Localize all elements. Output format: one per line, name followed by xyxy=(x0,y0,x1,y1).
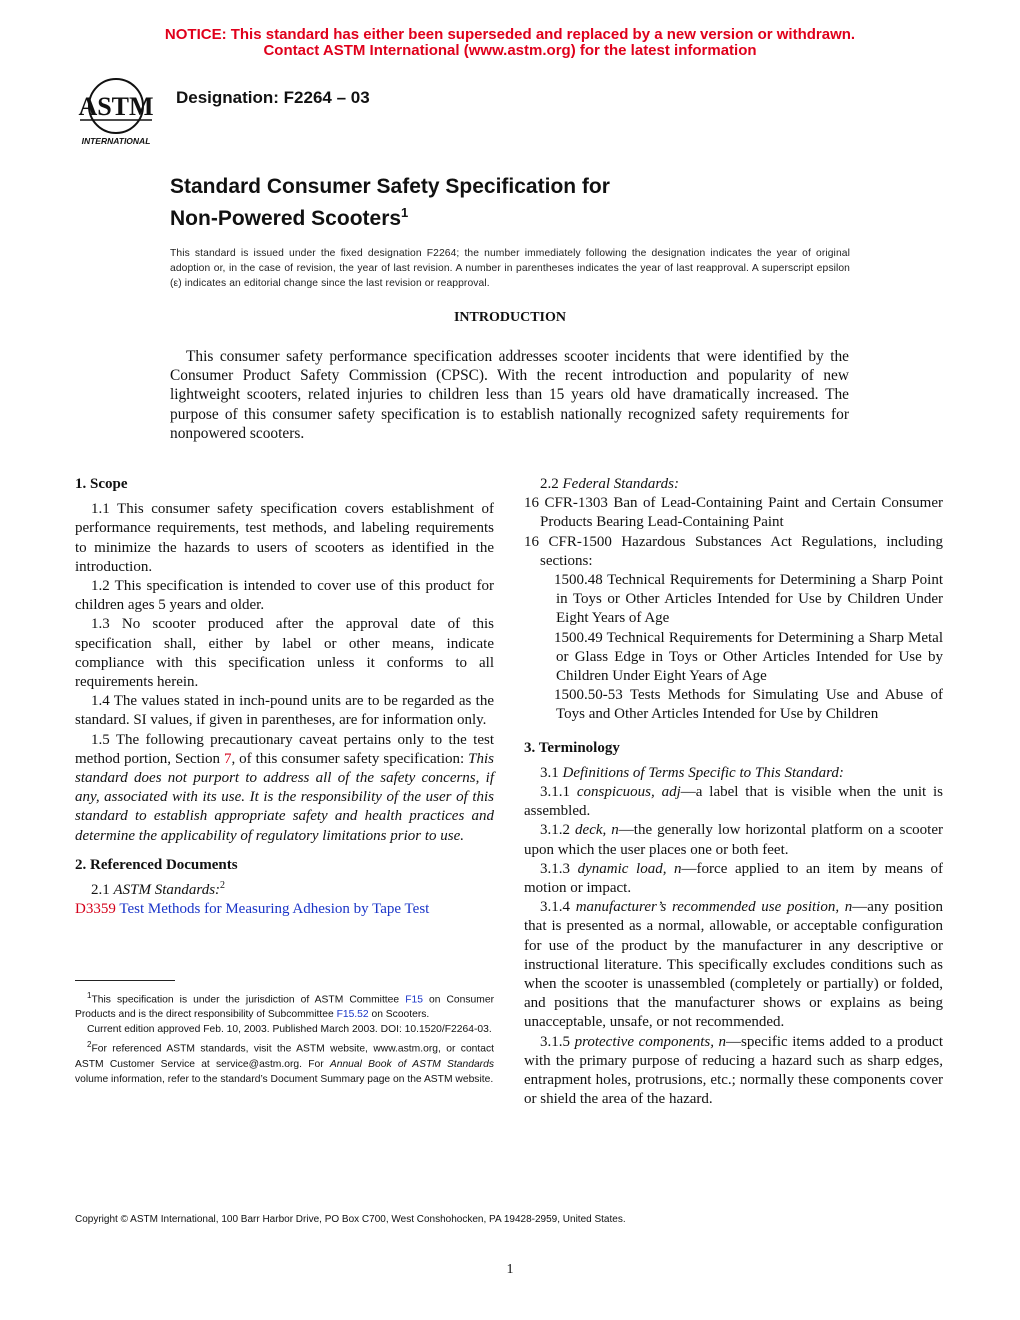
footnote-2-italic: Annual Book of ASTM Standards xyxy=(329,1058,494,1070)
committee-f15-link[interactable]: F15 xyxy=(405,994,423,1006)
scope-1-5-caveat: This standard does not purport to address all of the safety concerns, if any, associated with its use. It is the responsibility of the user of this standard to establish appropriate safety and health practices and determine the applicability of regulatory limitations prior to use. xyxy=(75,750,494,844)
term-3-1-5-num: 3.1.5 xyxy=(540,1033,575,1050)
term-3-1-5 xyxy=(524,1033,943,1110)
term-3-1-3-num: 3.1.3 xyxy=(540,860,578,877)
term-3-1-1-term: conspicuous, adj xyxy=(576,784,681,801)
ref-2-2-label: Federal Standards: xyxy=(562,476,680,492)
footnote-1-marker: 1 xyxy=(87,991,92,1000)
referenced-documents-heading: 2. Referenced Documents xyxy=(75,856,238,873)
ref-cfr-1303: 16 CFR-1303 Ban of Lead-Containing Paint and Certain Consumer Products Bearing Lead-Containing Paint xyxy=(524,495,943,531)
footnote-rule xyxy=(75,980,175,981)
term-3-1-2 xyxy=(524,821,943,859)
term-3-1-2-num: 3.1.2 xyxy=(540,822,576,839)
ref-2-1-num: 2.1 xyxy=(91,882,114,899)
term-3-1-4 xyxy=(524,898,943,1032)
issued-statement: This standard is issued under the fixed designation F2264; the number immediately following the designation indicates the year of original adoption or, in the case of revision, the year of last revision. A number in parentheses indicates the year of last reapproval. A superscript epsilon (ε) indicates an editorial change since the last revision or reapproval. xyxy=(170,248,850,289)
footnote-2-ref[interactable]: 2 xyxy=(220,880,226,892)
ref-2-2 xyxy=(524,475,943,494)
term-3-1-2-def: —the generally low horizontal platform on a scooter upon which the user places one or both feet. xyxy=(524,822,943,858)
logo-letters: ASTM xyxy=(78,92,154,121)
term-3-1-1-num: 3.1.1 xyxy=(540,784,577,801)
scope-1-2: 1.2 This specification is intended to cover use of this product for children ages 5 years and older. xyxy=(75,578,494,614)
term-3-1-4-term: manufacturer’s recommended use position, n xyxy=(575,899,853,916)
term-3-1-1 xyxy=(524,783,943,821)
introduction-text: This consumer safety performance specification addresses scooter incidents that were identified by the Consumer Product Safety Commission (CPSC). With the recent introduction and popularity of new lightweight scooters, related injuries to children less than 15 years old have dramatically increased. The purpose of this consumer safety specification is to establish nationally recognized safety requirements for nonpowered scooters. xyxy=(170,348,849,442)
term-3-1-2-term: deck, n xyxy=(575,822,619,839)
section-7-link[interactable]: 7 xyxy=(223,750,232,767)
footnote-2-text-a: For referenced ASTM standards, visit the ASTM website, www.astm.org, or contact ASTM Customer Service at service@astm.org. For xyxy=(75,1043,494,1070)
notice-line-2: Contact ASTM International (www.astm.org) for the latest information xyxy=(263,42,757,59)
ref-2-2-num: 2.2 xyxy=(540,476,563,492)
term-3-1-label: Definitions of Terms Specific to This Standard: xyxy=(562,764,844,781)
term-3-1-num: 3.1 xyxy=(540,764,563,781)
scope-heading: 1. Scope xyxy=(75,476,128,492)
subcommittee-f15-52-link[interactable]: F15.52 xyxy=(336,1009,369,1021)
astm-logo xyxy=(74,76,164,150)
copyright: Copyright © ASTM International, 100 Barr Harbor Drive, PO Box C700, West Conshohocken, PA 19428-2959, United States. xyxy=(75,1214,626,1225)
left-column xyxy=(75,475,494,919)
terminology-heading: 3. Terminology xyxy=(524,739,620,756)
footnote-1-text-c: on Scooters. xyxy=(368,1009,430,1021)
title-footnote-ref[interactable]: 1 xyxy=(401,205,409,220)
right-column xyxy=(524,475,943,1110)
term-3-1-3 xyxy=(524,860,943,898)
ref-1500-49: 1500.49 Technical Requirements for Determining a Sharp Metal or Glass Edge in Toys or Other Articles Intended for Use by Children Under Eight Years of Age xyxy=(554,629,943,685)
scope-1-5-text-b: , of this consumer safety specification: xyxy=(231,750,469,767)
ref-2-1-label: ASTM Standards: xyxy=(113,882,221,899)
ref-1500-50: 1500.50-53 Tests Methods for Simulating Use and Abuse of Toys and Other Articles Intended for Use by Children xyxy=(554,687,943,723)
ref-2-1 xyxy=(75,881,494,900)
footnote-1-text-a: This specification is under the jurisdiction of ASTM Committee xyxy=(91,994,406,1006)
scope-1-5 xyxy=(75,731,494,846)
title-line-2: Non-Powered Scooters xyxy=(170,207,402,230)
term-3-1-4-def: —any position that is presented as a normal, allowable, or acceptable configuration for use of the product by the manufacturer in any descriptive or instructional literature. This specifically excludes conditions such as when the scooter is unassembled (completely or partially) or folded, and positions that the manufacturer shows or explains as being unacceptable, unsafe, or not recommended. xyxy=(524,899,944,1031)
notice-line-1: NOTICE: This standard has either been superseded and replaced by a new version or withdrawn. xyxy=(164,26,856,43)
ref-d3359 xyxy=(75,900,494,919)
footnotes xyxy=(75,988,494,1087)
logo-tagline: INTERNATIONAL xyxy=(81,136,151,146)
d3359-title-link[interactable]: Test Methods for Measuring Adhesion by Tape Test xyxy=(119,901,430,918)
document-title xyxy=(170,174,610,232)
introduction-heading: INTRODUCTION xyxy=(453,310,566,325)
term-3-1-5-term: protective components, n xyxy=(574,1033,727,1050)
term-3-1-1-def: —a label that is visible when the unit is assembled. xyxy=(524,784,944,820)
term-3-1 xyxy=(524,764,943,783)
term-3-1-3-def: —force applied to an item by means of motion or impact. xyxy=(524,860,944,897)
ref-cfr-1500: 16 CFR-1500 Hazardous Substances Act Regulations, including sections: xyxy=(524,533,943,569)
footnote-2-text-b: volume information, refer to the standard’s Document Summary page on the ASTM website. xyxy=(75,1073,494,1085)
scope-1-1: 1.1 This consumer safety specification covers establishment of performance requirements, test methods, and labeling requirements to minimize the hazards to users of scooters as identified in the introduction. xyxy=(75,501,494,575)
designation: Designation: F2264 – 03 xyxy=(176,88,370,107)
page-number: 1 xyxy=(506,1262,514,1277)
term-3-1-4-num: 3.1.4 xyxy=(540,899,576,916)
term-3-1-3-term: dynamic load, n xyxy=(577,860,682,877)
ref-1500-48: 1500.48 Technical Requirements for Determining a Sharp Point in Toys or Other Articles Intended for Use by Children Under Eight Years of Age xyxy=(554,572,943,627)
footnote-1 xyxy=(75,988,494,1022)
footnote-1-edition: Current edition approved Feb. 10, 2003. Published March 2003. DOI: 10.1520/F2264-03. xyxy=(87,1024,492,1036)
term-3-1-5-def: —specific items added to a product with the primary purpose of reducing a hazard such as sharp edges, entrapment holes, protrusions, etc.; normally these components cover or shield the area of the hazard. xyxy=(524,1033,943,1108)
footnote-2-marker: 2 xyxy=(87,1040,92,1050)
d3359-link[interactable]: D3359 xyxy=(75,901,116,918)
footnote-2 xyxy=(75,1037,494,1086)
title-line-1: Standard Consumer Safety Specification for xyxy=(170,175,610,198)
scope-1-5-text: 1.5 The following precautionary caveat pertains only to the test method portion, Section xyxy=(75,731,494,767)
footnote-1-text-b: on Consumer Products and is the direct responsibility of Subcommittee xyxy=(75,994,494,1021)
scope-1-3: 1.3 No scooter produced after the approval date of this specification shall, either by label or other means, indicate compliance with this specification unless it conforms to all requirements herein. xyxy=(75,616,494,691)
scope-1-4: 1.4 The values stated in inch-pound units are to be regarded as the standard. SI values, if given in parentheses, are for information only. xyxy=(75,693,494,729)
